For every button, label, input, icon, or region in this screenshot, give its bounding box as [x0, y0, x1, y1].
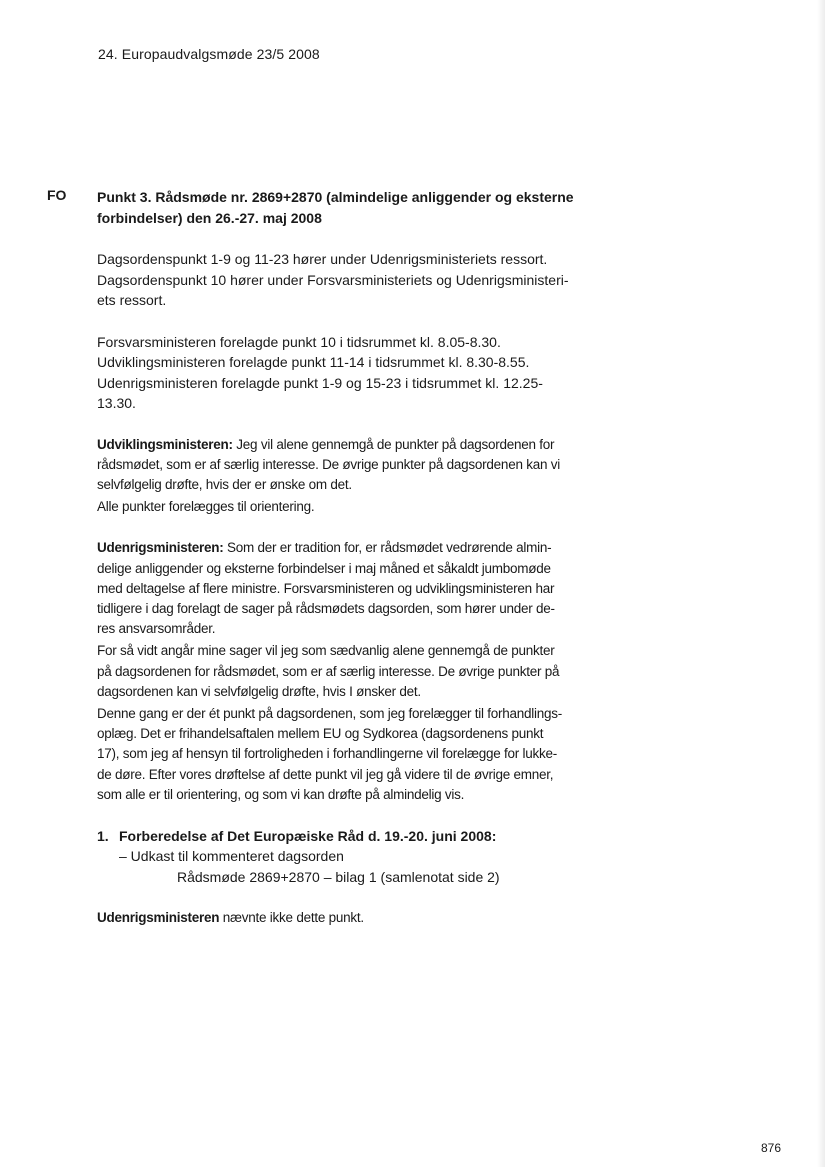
timing-line2: Udviklingsministeren forelagde punkt 11-14 i tidsrummet kl. 8.30-8.55.	[97, 354, 530, 370]
agenda-title: Forberedelse af Det Europæiske Råd d. 19.-20. juni 2008:	[119, 827, 497, 844]
speaker-foreign-minister: Udenrigsministeren:	[97, 540, 224, 556]
statement-text: res ansvarsområder.	[97, 621, 216, 637]
statement-text: de døre. Efter vores drøftelse af dette punkt vil jeg gå videre til de øvrige emner,	[97, 766, 554, 782]
statement-text: Denne gang er der ét punkt på dagsordenen, som jeg forelægger til forhandlings-	[97, 705, 563, 721]
speaker-development-minister: Udviklingsministeren:	[97, 436, 233, 452]
agenda-note	[97, 908, 577, 928]
page-header: 24. Europaudvalgsmøde 23/5 2008	[98, 46, 320, 62]
statement-text: Alle punkter forelægges til orientering.	[97, 499, 315, 515]
statement-text: som alle er til orientering, og som vi kan drøfte på almindelig vis.	[97, 786, 465, 802]
statement-text: med deltagelse af flere ministre. Forsvarsministeren og udviklingsministeren har	[97, 580, 555, 596]
ressort-line3: ets ressort.	[97, 292, 167, 308]
statement-text: Jeg vil alene gennemgå de punkter på dagsordenen for	[232, 436, 555, 452]
agenda-point	[97, 826, 577, 888]
country-code: FO	[47, 187, 67, 203]
statement-text: delige anliggender og eksterne forbindelser i maj måned et såkaldt jumbomøde	[97, 560, 551, 576]
statement-text: oplæg. Det er frihandelsaftalen mellem EU og Sydkorea (dagsordenens punkt	[97, 726, 544, 742]
statement-text: dagsordenen kan vi selvfølgelig drøfte, hvis I ønsker det.	[97, 683, 421, 699]
statement-text: rådsmødet, som er af særlig interesse. De øvrige punkter på dagsordenen kan vi	[97, 456, 560, 472]
statement-text: på dagsordenen for rådsmødet, som er af særlig interesse. De øvrige punkter på	[97, 663, 560, 679]
main-content	[97, 187, 577, 929]
page-number: 876	[761, 1141, 782, 1155]
agenda-reference: Rådsmøde 2869+2870 – bilag 1 (samlenotat side 2)	[177, 868, 500, 885]
foreign-minister-statement	[97, 538, 577, 805]
timing-line4: 13.30.	[97, 395, 136, 411]
development-minister-statement	[97, 435, 577, 518]
statement-text: 17), som jeg af hensyn til fortroligheden i forhandlingerne vil forelægge for lukke-	[97, 746, 558, 762]
statement-text: selvfølgelig drøfte, hvis der er ønske om det.	[97, 476, 352, 492]
note-text: nævnte ikke dette punkt.	[219, 910, 364, 926]
item-heading-line1: Punkt 3. Rådsmøde nr. 2869+2870 (almindelige anliggender og eksterne	[97, 189, 574, 205]
item-heading	[97, 187, 577, 228]
statement-text: Som der er tradition for, er rådsmødet vedrørende almin-	[223, 540, 552, 556]
scan-edge-shadow	[817, 0, 825, 1167]
ressort-paragraph	[97, 249, 577, 311]
ressort-line2: Dagsordenspunkt 10 hører under Forsvarsministeriets og Udenrigsministeri-	[97, 271, 569, 288]
speaker-foreign-minister-note: Udenrigsministeren	[97, 910, 220, 926]
agenda-subitem: – Udkast til kommenteret dagsorden	[119, 848, 344, 865]
timing-line3: Udenrigsministeren forelagde punkt 1-9 og 15-23 i tidsrummet kl. 12.25-	[97, 374, 543, 391]
statement-text: tidligere i dag forelagt de sager på rådsmødets dagsorden, som hører under de-	[97, 600, 555, 616]
timing-paragraph	[97, 332, 577, 414]
ressort-line1: Dagsordenspunkt 1-9 og 11-23 hører under Udenrigsministeriets ressort.	[97, 251, 548, 267]
timing-line1: Forsvarsministeren forelagde punkt 10 i tidsrummet kl. 8.05-8.30.	[97, 333, 501, 350]
agenda-number: 1.	[97, 827, 109, 844]
item-heading-line2: forbindelser) den 26.-27. maj 2008	[97, 209, 322, 226]
statement-text: For så vidt angår mine sager vil jeg som sædvanlig alene gennemgå de punkter	[97, 643, 555, 659]
